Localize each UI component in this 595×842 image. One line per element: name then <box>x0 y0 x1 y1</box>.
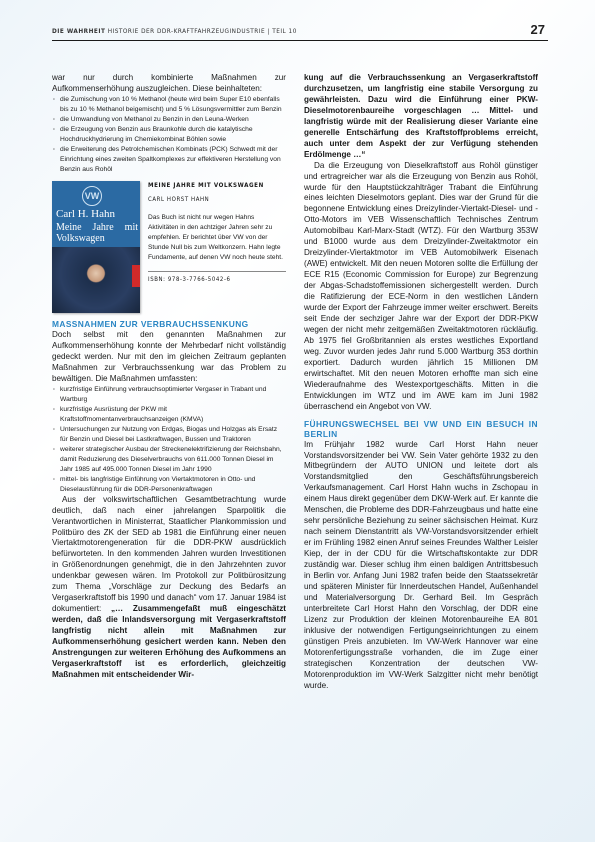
cover-author: Carl H. Hahn <box>56 207 115 220</box>
section-heading: FÜHRUNGSWECHSEL BEI VW UND EIN BESUCH IN BERLIN <box>304 418 538 439</box>
list-item: · die Umwandlung von Methanol zu Benzin in den Leuna-Werken <box>52 115 286 125</box>
right-column <box>304 73 538 691</box>
list-item: · kurzfristige Einführung verbrauchsoptimierter Vergaser in Trabant und Wartburg <box>52 385 286 405</box>
header-brand: DIE WAHRHEIT <box>52 27 106 35</box>
list-item: · weiterer strategischer Ausbau der Streckenelektrifizierung der Reichsbahn, damit Reduzierung des Dieselverbrauchs von 611.000 Tonnen Diesel im Jahr 1985 auf 495.000 Tonnen Diesel im Jahr 1990 <box>52 445 286 475</box>
list-item: · kurzfristige Ausrüstung der PKW mit Kraftstoffmomentanverbrauchsanzeigen (KMVA) <box>52 405 286 425</box>
header-rule <box>52 40 548 41</box>
book-cover-image <box>52 181 140 313</box>
paragraph: Doch selbst mit den genannten Maßnahmen zur Aufkommenserhöhung konnte der Mehrbedarf nicht vollständig gedeckt werden. Nur mit den im gleichen Zeitraum geplanten Maßnahmen zur Verbrauchssenkung war das Problem zu bewältigen. Die Maßnahmen umfassten: <box>52 329 286 383</box>
book-title: MEINE JAHRE MIT VOLKSWAGEN <box>148 181 264 189</box>
left-column <box>52 73 286 681</box>
list-item: · mittel- bis langfristige Einführung von Viertaktmotoren in Otto- und Dieselausführung für die DDR-Personenkraftwagen <box>52 475 286 495</box>
header-title: HISTORIE DER DDR-KRAFTFAHRZEUGINDUSTRIE <box>107 27 266 35</box>
list-item: · Untersuchungen zur Nutzung von Erdgas, Biogas und Holzgas als Ersatz für Benzin und Diesel bei Lastkraftwagen, Bussen und Traktoren <box>52 425 286 445</box>
supply-measures-list <box>52 95 286 175</box>
paragraph <box>52 495 286 681</box>
list-item: · die Erzeugung von Benzin aus Braunkohle durch die katalytische Hochdruckhydrierung im Chemiekombinat Böhlen sowie <box>52 125 286 145</box>
vw-logo-icon: VW <box>82 186 102 206</box>
publisher-tag <box>132 265 140 287</box>
paragraph-text: Aus der volkswirtschaftlichen Gesamtbetrachtung wurde deutlich, daß nach einer jahrelangen Sparpolitik die Verantwortlichen in Ministerrat, Staatlicher Plankommission und Politbüro des ZK der SED ab 1981 die Einführung einer neuen Viertaktmotorengeneration für die DDR-PKW ausdrücklich befürworteten. In den kommenden Jahren wurden Investitionen in Größenordnungen genehmigt, die in den Jahrzehnten zuvor undenkbar gewesen wären. Im Protokoll zur Politbürositzung zum Thema „Vorschläge zur Deckung des Bedarfs an Vergaserkraftstoff bis 1990 und danach“ vom 17. Januar 1984 ist dokumentiert: <box>52 494 286 614</box>
page-number: 27 <box>530 22 545 37</box>
section-heading: MASSNAHMEN ZUR VERBRAUCHSSENKUNG <box>52 318 249 329</box>
cover-title: Meine Jahre mit Volkswagen <box>56 221 138 244</box>
list-item: · die Erweiterung des Petrolchemischen Kombinats (PCK) Schwedt mit der Einrichtung eines zweiten Spaltkomplexes zur effektiveren Herstellung von Benzin aus Rohöl <box>52 145 286 175</box>
quote-continuation: kung auf die Verbrauchssenkung an Vergaserkraftstoff durchzusetzen, um langfristig eine stabile Versorgung zu gewährleisten. Dazu wird die Einführung einer PKW-Dieselmotorenbaureihe vorgeschlagen … Mittel- und langfristig würde mit der Realisierung dieser Variante eine generelle Entschärfung des Kraftstoffproblems erreicht, auch unter dem Aspekt der zur Verfügung stehenden Erdölmenge …“ <box>304 73 538 159</box>
quote-text: „… Zusammengefaßt muß eingeschätzt werden, daß die Inlandsversorgung mit Vergaserkraftstoff langfristig nicht allein mit Maßnahmen zur Aufkommenserhöhung gesichert werden kann. Neben den Anstrengungen zur weiteren Erhöhung des Aufkommens an Vergaserkraftstoff ist es erforderlich, gleichzeitig Maßnahmen mit entscheidender Wir- <box>52 604 286 679</box>
paragraph: Im Frühjahr 1982 wurde Carl Horst Hahn neuer Vorstandsvorsitzender bei VW. Sein Vater gehörte 1932 zu den Mitbegründern der AUTO UNION und leitete dort als Vorstandsmitglied den Geschäftsführungsbereich Verkaufsmanagement. Carl Horst Hahn wuchs in Zschopau in einem Haus direkt gegenüber dem DKW-Werk auf. Er kannte die Menschen, die Probleme des DDR-Fahrzeugbaus und hatte eine sehr persönliche Beziehung zu seiner sächsischen Heimat. Kurz nach seinem Dienstantritt als VW-Vorstandsvorsitzender erhielt er im Frühling 1982 einen Anruf seines Freundes Walther Leisler Kiep, der in der CDU für die Wirtschaftskontakte zur DDR zuständig war. Dieser schlug ihm einen baldigen Antrittsbesuch in Berlin vor. Anfang Juni 1982 trafen beide den Staatssekretär und späteren Minister für Innerdeutschen Handel, Außenhandel und Materialversorgung Dr. Gerhard Beil. Im Gespräch unterbreitete Carl Horst Hahn den Vorschlag, der DDR eine Lizenz zur Produktion der kleinen Motorenbaureihe EA 801 inklusive der notwendigen Fertigungseinrichtungen zu einem günstigen Preis anzubieten. Im VW-Werk Hannover war eine Motorenfertigungsstraße vorhanden, die im Zuge einer strategischen Konzentration der deutschen VW-Motorenproduktion im VW-Werk Salzgitter nicht mehr benötigt wurde. <box>304 439 538 690</box>
book-description: Das Buch ist nicht nur wegen Hahns Aktivitäten in den achtziger Jahren sehr zu empfehlen. Er berichtet über VW von der Stunde Null bis zum Weltkonzern. Hahn legte Fundamente, auf denen VW noch heute steht. <box>148 213 283 261</box>
list-item: · die Zumischung von 10 % Methanol (heute wird beim Super E10 ebenfalls bis zu 10 % Methanol beigemischt) und 5 % Lösungsvermittler zum Benzin <box>52 95 286 115</box>
intro-paragraph: war nur durch kombinierte Maßnahmen zur Aufkommenserhöhung auszugleichen. Diese beinhalteten: <box>52 73 286 93</box>
consumption-measures-list <box>52 385 286 495</box>
running-header <box>52 24 552 38</box>
book-info <box>148 181 286 313</box>
book-box <box>52 181 286 313</box>
book-isbn: ISBN: 978-3-7766-5042-6 <box>148 271 286 286</box>
header-part: TEIL 10 <box>272 27 297 35</box>
book-author: CARL HORST HAHN <box>148 195 210 203</box>
header-separator: | <box>267 27 270 35</box>
paragraph: Da die Erzeugung von Dieselkraftstoff aus Rohöl günstiger und ertragreicher war als die Erzeugung von Benzin aus Rohöl, wurde für den Hauptstückzahlträger Trabant die Einführung eines leichten Dieselmotors geplant. Dies war der Grund für die begonnene Entwicklung eines Dreizylinder-Viertakt-Diesel- und -Otto-Motors im VEB Wissenschaftlich Technisches Zentrum Automobilbau Karl-Marx-Stadt (WTZ). Für den Wartburg 353W und B1000 wurde aus dem Dreizylinder-Zweitaktmotor ein Dreizylinder-Viertaktmotor im VEB Automobilwerk Eisenach (AWE) entwickelt. Mit den neuen Motoren sollte die Erfüllung der ECE R15 (Economic Commission for Europe) zur Begrenzung der Abgas-Schadstoffemissionen sichergestellt werden. Durch die Ratifizierung der ECE-Norm in den westlichen Ländern wurde der Export der Fahrzeuge immer weiter erschwert. Bereits seit Ende der sechziger Jahre war der Export der DDR-PKW wegen der nicht mehr zeitgemäßen Zweitaktmotoren rückläufig. Ab 1975 fiel Großbritannien als erstes westliches Exportland weg. Zuvor wurden jedes Jahr rund 5.000 Wartburg 353 dorthin exportiert. Dadurch wurden jährlich 15 Millionen DM erwirtschaftet. Mit den neuen Motoren erhoffte man sich eine Wiederaufnahme des Westexportgeschäfts. Mitten in die Entwicklungen im WTZ und im AWE kam im Juni 1982 überraschend ein Angebot von VW. <box>304 160 538 411</box>
author-photo <box>52 247 140 313</box>
